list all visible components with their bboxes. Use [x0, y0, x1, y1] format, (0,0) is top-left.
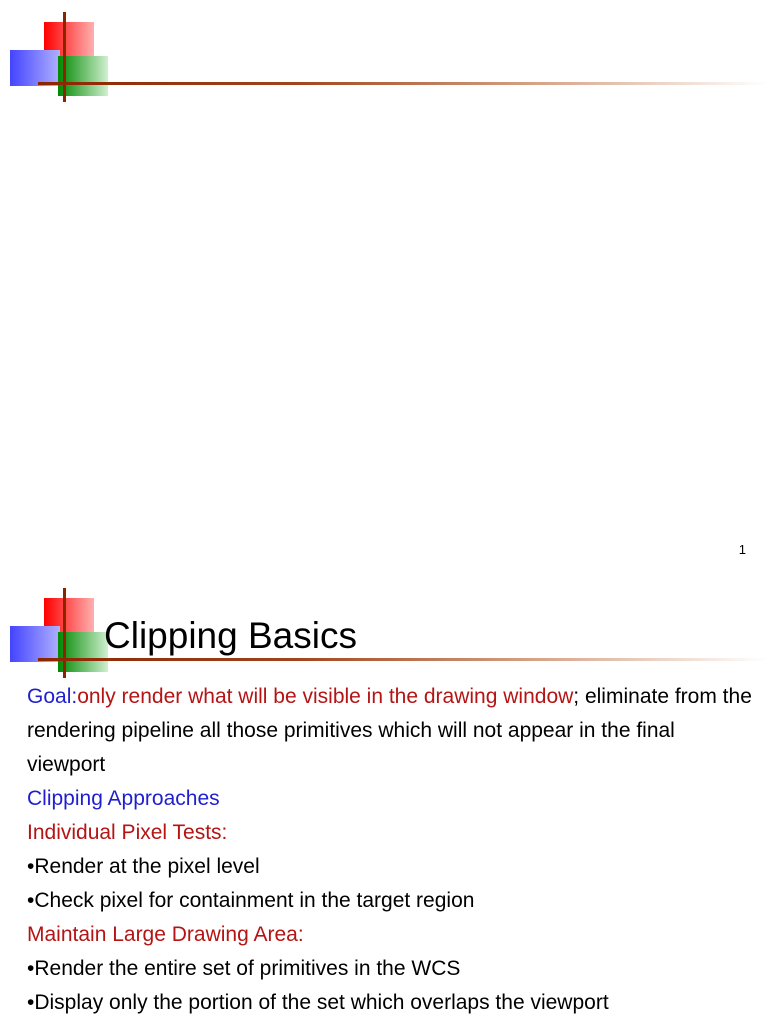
approaches-heading: Clipping Approaches [27, 787, 220, 810]
section-heading: Individual Pixel Tests: [27, 821, 228, 844]
bullet-item: •Render the entire set of primitives in the WCS [27, 957, 461, 980]
slide-content [27, 680, 752, 1020]
goal-rest: ; eliminate from the rendering pipeline all those primitives which will not appear in the final viewport [27, 685, 752, 776]
slide-logo-icon [10, 588, 110, 678]
bullet-item: •Display only the portion of the set which overlaps the viewport [27, 991, 609, 1014]
goal-label: Goal [27, 685, 72, 708]
section-heading: Maintain Large Drawing Area: [27, 923, 304, 946]
goal-colon: : [71, 685, 78, 708]
slide-logo-icon [10, 12, 110, 102]
goal-paragraph [27, 680, 752, 782]
goal-highlight: only render what will be visible in the drawing window [77, 685, 574, 708]
title-rule [38, 658, 768, 661]
title-rule [38, 82, 768, 85]
bullet-item: •Render at the pixel level [27, 855, 260, 878]
page-number: 1 [738, 542, 746, 557]
slide-title: Clipping Basics [104, 615, 357, 656]
bullet-item: •Check pixel for containment in the target region [27, 889, 475, 912]
slide-2 [0, 576, 768, 1024]
